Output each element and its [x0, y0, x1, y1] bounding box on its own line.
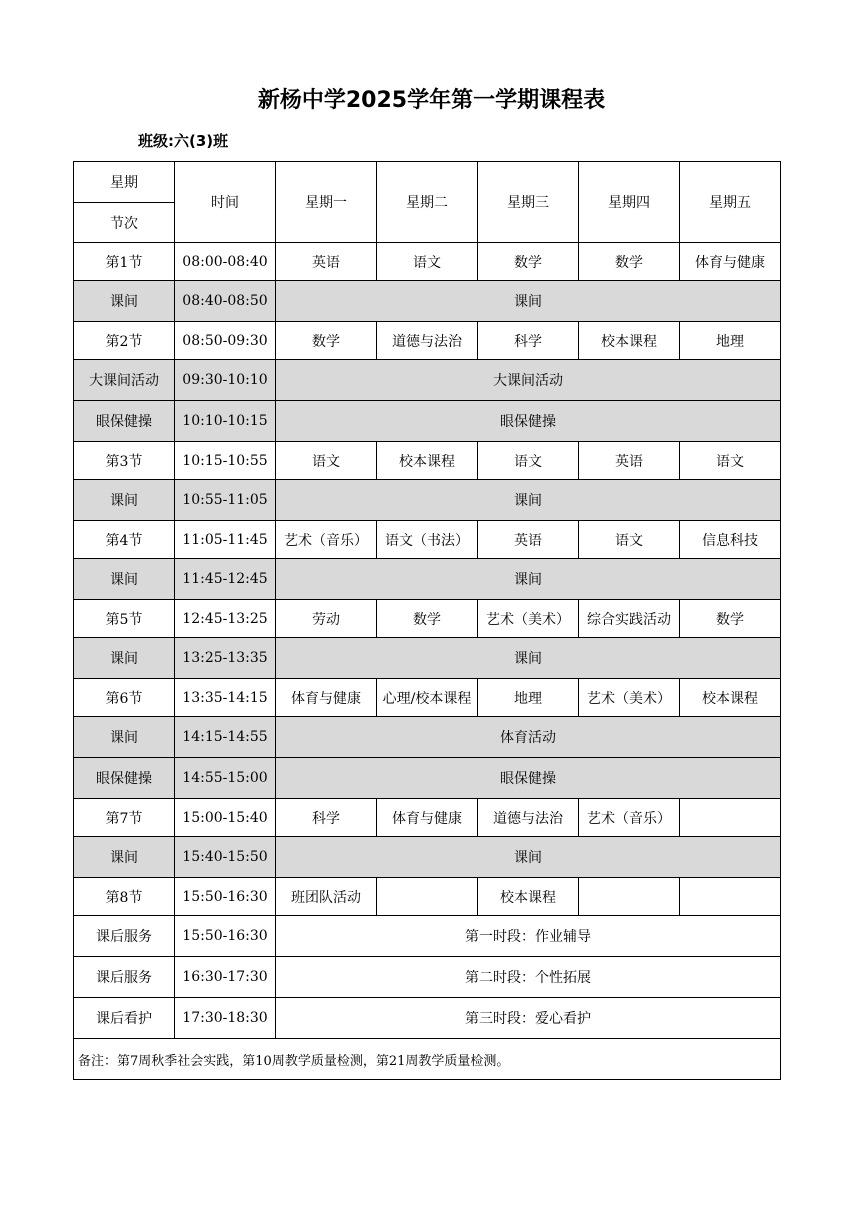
- row-time: 10:10-10:15: [175, 401, 276, 442]
- course-cell: 体育与健康: [377, 799, 478, 837]
- course-cell: 数学: [579, 243, 680, 281]
- page-title: 新杨中学2025学年第一学期课程表: [257, 88, 606, 113]
- row-label: 第5节: [74, 600, 175, 638]
- schedule-row: [74, 837, 781, 878]
- row-span-cell: 课间: [276, 559, 781, 600]
- course-cell: 艺术（音乐）: [276, 521, 377, 559]
- course-cell: 数学: [276, 322, 377, 360]
- row-time: 09:30-10:10: [175, 360, 276, 401]
- schedule-row: [74, 281, 781, 322]
- row-label: 课间: [74, 480, 175, 521]
- schedule-row: [74, 480, 781, 521]
- schedule-row: [74, 360, 781, 401]
- row-time: 17:30-18:30: [175, 998, 276, 1039]
- row-span-cell: 第三时段：爱心看护: [276, 998, 781, 1039]
- course-cell: 劳动: [276, 600, 377, 638]
- course-cell: 英语: [579, 442, 680, 480]
- schedule-row: [74, 322, 781, 360]
- header-day-fri: 星期五: [680, 162, 781, 243]
- course-cell: [579, 878, 680, 916]
- course-cell: 语文: [680, 442, 781, 480]
- row-time: 11:05-11:45: [175, 521, 276, 559]
- course-cell: 数学: [377, 600, 478, 638]
- row-time: 13:25-13:35: [175, 638, 276, 679]
- row-time: 08:50-09:30: [175, 322, 276, 360]
- header-day-mon: 星期一: [276, 162, 377, 243]
- schedule-row: [74, 638, 781, 679]
- header-weekday: 星期: [74, 162, 175, 203]
- row-time: 12:45-13:25: [175, 600, 276, 638]
- course-cell: 英语: [276, 243, 377, 281]
- course-cell: 语文: [579, 521, 680, 559]
- header-period: 节次: [74, 203, 175, 243]
- course-cell: 校本课程: [377, 442, 478, 480]
- row-time: 13:35-14:15: [175, 679, 276, 717]
- course-cell: 语文: [377, 243, 478, 281]
- schedule-row: [74, 758, 781, 799]
- course-cell: [680, 799, 781, 837]
- course-cell: 道德与法治: [478, 799, 579, 837]
- row-span-cell: 眼保健操: [276, 401, 781, 442]
- course-cell: 校本课程: [680, 679, 781, 717]
- row-time: 16:30-17:30: [175, 957, 276, 998]
- course-cell: 语文: [478, 442, 579, 480]
- course-cell: 信息科技: [680, 521, 781, 559]
- row-time: 08:40-08:50: [175, 281, 276, 322]
- course-cell: 数学: [478, 243, 579, 281]
- schedule-row: [74, 442, 781, 480]
- row-label: 课间: [74, 638, 175, 679]
- row-label: 课间: [74, 559, 175, 600]
- row-time: 15:50-16:30: [175, 878, 276, 916]
- row-time: 15:00-15:40: [175, 799, 276, 837]
- schedule-row: [74, 957, 781, 998]
- row-label: 第6节: [74, 679, 175, 717]
- row-label: 第4节: [74, 521, 175, 559]
- header-day-thu: 星期四: [579, 162, 680, 243]
- row-label: 第7节: [74, 799, 175, 837]
- row-span-cell: 第二时段：个性拓展: [276, 957, 781, 998]
- schedule-row: [74, 799, 781, 837]
- class-label: 班级:六(3)班: [138, 132, 229, 150]
- course-cell: 体育与健康: [276, 679, 377, 717]
- row-time: 15:50-16:30: [175, 916, 276, 957]
- row-span-cell: 课间: [276, 480, 781, 521]
- schedule-row: [74, 521, 781, 559]
- row-time: 14:15-14:55: [175, 717, 276, 758]
- row-label: 眼保健操: [74, 758, 175, 799]
- course-cell: 科学: [276, 799, 377, 837]
- schedule-row: [74, 916, 781, 957]
- course-cell: 数学: [680, 600, 781, 638]
- schedule-row: [74, 559, 781, 600]
- course-cell: 艺术（音乐）: [579, 799, 680, 837]
- row-label: 第8节: [74, 878, 175, 916]
- course-cell: 英语: [478, 521, 579, 559]
- note-row: [74, 1039, 781, 1080]
- course-cell: [377, 878, 478, 916]
- schedule-table: [73, 161, 781, 1080]
- course-cell: 地理: [680, 322, 781, 360]
- course-cell: 校本课程: [478, 878, 579, 916]
- course-cell: 体育与健康: [680, 243, 781, 281]
- row-span-cell: 体育活动: [276, 717, 781, 758]
- schedule-row: [74, 998, 781, 1039]
- schedule-row: [74, 679, 781, 717]
- course-cell: 道德与法治: [377, 322, 478, 360]
- row-span-cell: 大课间活动: [276, 360, 781, 401]
- schedule-row: [74, 600, 781, 638]
- course-cell: 艺术（美术）: [478, 600, 579, 638]
- row-label: 课间: [74, 281, 175, 322]
- course-cell: 语文: [276, 442, 377, 480]
- row-span-cell: 课间: [276, 837, 781, 878]
- header-time: 时间: [175, 162, 276, 243]
- header-day-wed: 星期三: [478, 162, 579, 243]
- row-time: 10:55-11:05: [175, 480, 276, 521]
- row-time: 08:00-08:40: [175, 243, 276, 281]
- row-label: 课后服务: [74, 916, 175, 957]
- row-time: 15:40-15:50: [175, 837, 276, 878]
- course-cell: 地理: [478, 679, 579, 717]
- header-day-tue: 星期二: [377, 162, 478, 243]
- row-span-cell: 眼保健操: [276, 758, 781, 799]
- course-cell: 综合实践活动: [579, 600, 680, 638]
- schedule-row: [74, 401, 781, 442]
- row-label: 第2节: [74, 322, 175, 360]
- course-cell: [680, 878, 781, 916]
- row-label: 课间: [74, 717, 175, 758]
- course-cell: 校本课程: [579, 322, 680, 360]
- course-cell: 班团队活动: [276, 878, 377, 916]
- course-cell: 艺术（美术）: [579, 679, 680, 717]
- course-cell: 科学: [478, 322, 579, 360]
- course-cell: 语文（书法）: [377, 521, 478, 559]
- row-time: 14:55-15:00: [175, 758, 276, 799]
- schedule-row: [74, 878, 781, 916]
- note-text: 备注：第7周秋季社会实践，第10周教学质量检测，第21周教学质量检测。: [74, 1039, 781, 1080]
- row-span-cell: 第一时段：作业辅导: [276, 916, 781, 957]
- row-label: 课后看护: [74, 998, 175, 1039]
- row-label: 第3节: [74, 442, 175, 480]
- course-cell: 心理/校本课程: [377, 679, 478, 717]
- row-span-cell: 课间: [276, 281, 781, 322]
- schedule-row: [74, 243, 781, 281]
- row-label: 大课间活动: [74, 360, 175, 401]
- row-time: 10:15-10:55: [175, 442, 276, 480]
- row-span-cell: 课间: [276, 638, 781, 679]
- row-label: 第1节: [74, 243, 175, 281]
- row-label: 课间: [74, 837, 175, 878]
- row-time: 11:45-12:45: [175, 559, 276, 600]
- schedule-row: [74, 717, 781, 758]
- row-label: 眼保健操: [74, 401, 175, 442]
- row-label: 课后服务: [74, 957, 175, 998]
